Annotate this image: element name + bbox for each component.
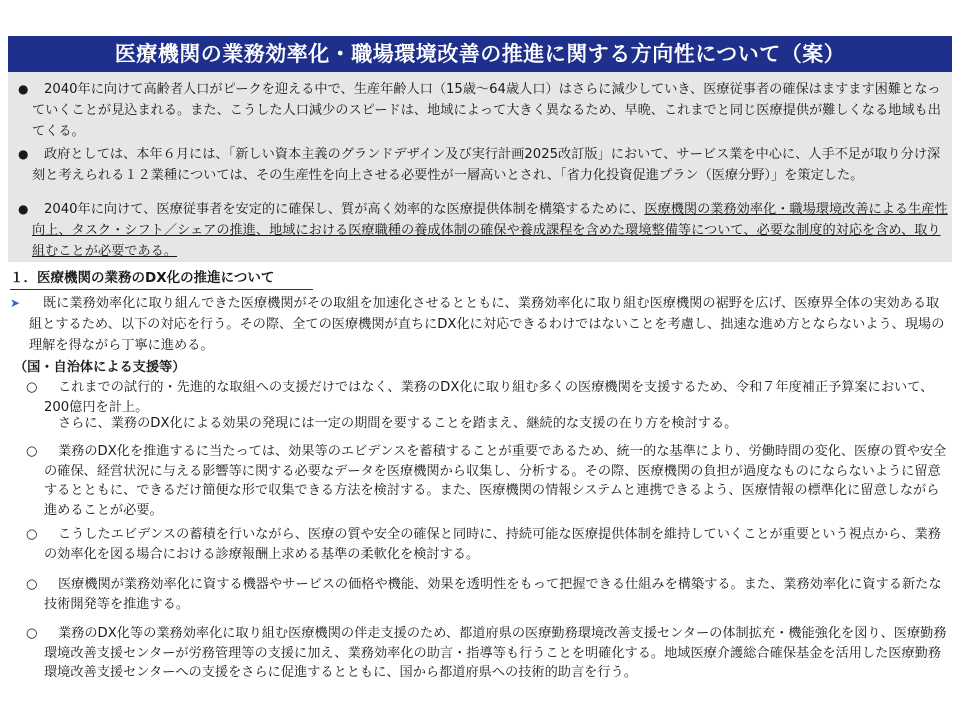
list-item-text-cont: さらに、業務のDX化による効果の発現には一定の期間を要することを踏まえ、継続的な支援の在り方を検討する。 (58, 416, 738, 431)
circle-bullet-icon: ○ (26, 577, 38, 592)
page-title: 医療機関の業務効率化・職場環境改善の推進に関する方向性について（案） (8, 36, 952, 72)
intro-text: 2040年に向けて高齢者人口がピークを迎える中で、生産年齢人口（15歳～64歳人口）はさらに減少していき、医療従事者の確保はますます困難となっていくことが見込まれる。また、こうした人口減少のスピードは、地域によって大きく異なるため、早晩、これまでと同じ医療提供が難しくなる地域も出てくる。 (32, 82, 941, 139)
intro-text-plain: 2040年に向けて、医療従事者を安定的に確保し、質が高く効率的な医療提供体制を構築するために、 (44, 202, 645, 217)
list-item-text: 医療機関が業務効率化に資する機器やサービスの価格や機能、効果を透明性をもって把握できる仕組みを構築する。また、業務効率化に資する新たな技術開発等を推進する。 (44, 577, 942, 612)
circle-bullet-icon: ○ (26, 444, 38, 459)
list-item-text: こうしたエビデンスの蓄積を行いながら、医療の質や安全の確保と同時に、持続可能な医療提供体制を維持していくことが重要という視点から、業務の効率化を図る場合における診療報酬上求める基準の柔軟化を検討する。 (44, 527, 941, 562)
intro-text (32, 199, 948, 262)
section-underline (10, 289, 313, 290)
section-heading: １．医療機関の業務のDX化の推進について (10, 270, 275, 286)
intro-text-underlined: 医療機関の業務効率化・職場環境改善による生産性向上、タスク・シフト／シェアの推進、地域における医療職種の養成体制の確保や養成課程を含めた環境整備等について、必要な制度的対応を含め、取り組むことが必要である。 (32, 202, 948, 259)
list-item-text: これまでの試行的・先進的な取組への支援だけではなく、業務のDX化に取り組む多くの医療機関を支援するため、令和７年度補正予算案において、200億円を計上。 (44, 380, 934, 415)
bullet-dot-icon: ● (18, 147, 29, 161)
bullet-dot-icon: ● (18, 82, 29, 96)
bullet-dot-icon: ● (18, 202, 29, 216)
list-item-text: 業務のDX化を推進するに当たっては、効果等のエビデンスを蓄積することが重要であるため、統一的な基準により、労働時間の変化、医療の質や安全の確保、経営状況に与える影響等に関する必要なデータを医療機関から収集し、分析する。その際、医療機関の負担が過度なものにならないように留意するとともに、できるだけ簡便な形で収集できる方法を検討する。また、医療機関の情報システムと連携できるよう、医療情報の標準化に留意しながら進めることが必要。 (44, 444, 947, 518)
intro-box (8, 72, 952, 262)
list-item-text: 業務のDX化等の業務効率化に取り組む医療機関の伴走支援のため、都道府県の医療勤務環境改善支援センターの体制拡充・機能強化を図り、医療勤務環境改善支援センターが労務管理等の支援に加え、業務効率化の助言・指導等も行うことを明確化する。地域医療介護総合確保基金を活用した医療勤務環境改善支援センターへの支援をさらに促進するとともに、国から都道府県への技術的助言を行う。 (44, 626, 947, 680)
arrow-right-icon: ➤ (10, 296, 21, 310)
arrow-text: 既に業務効率化に取り組んできた医療機関がその取組を加速化させるとともに、業務効率化に取り組む医療機関の裾野を広げ、医療界全体の実効ある取組とするため、以下の対応を行う。その際、全ての医療機関が直ちにDX化に対応できるわけではないことを考慮し、拙速な進め方とならないよう、現場の理解を得ながら丁寧に進める。 (29, 296, 945, 353)
circle-bullet-icon: ○ (26, 527, 38, 542)
circle-bullet-icon: ○ (26, 380, 38, 395)
subheading: （国・自治体による支援等） (14, 360, 186, 375)
intro-text: 政府としては、本年６月には、「新しい資本主義のグランドデザイン及び実行計画2025改訂版」において、サービス業を中心に、人手不足が取り分け深刻と考えられる１２業種については、その生産性を向上させる必要性が一層高いとされ、「省力化投資促進プラン（医療分野）」を策定した。 (32, 147, 941, 183)
circle-bullet-icon: ○ (26, 626, 38, 641)
